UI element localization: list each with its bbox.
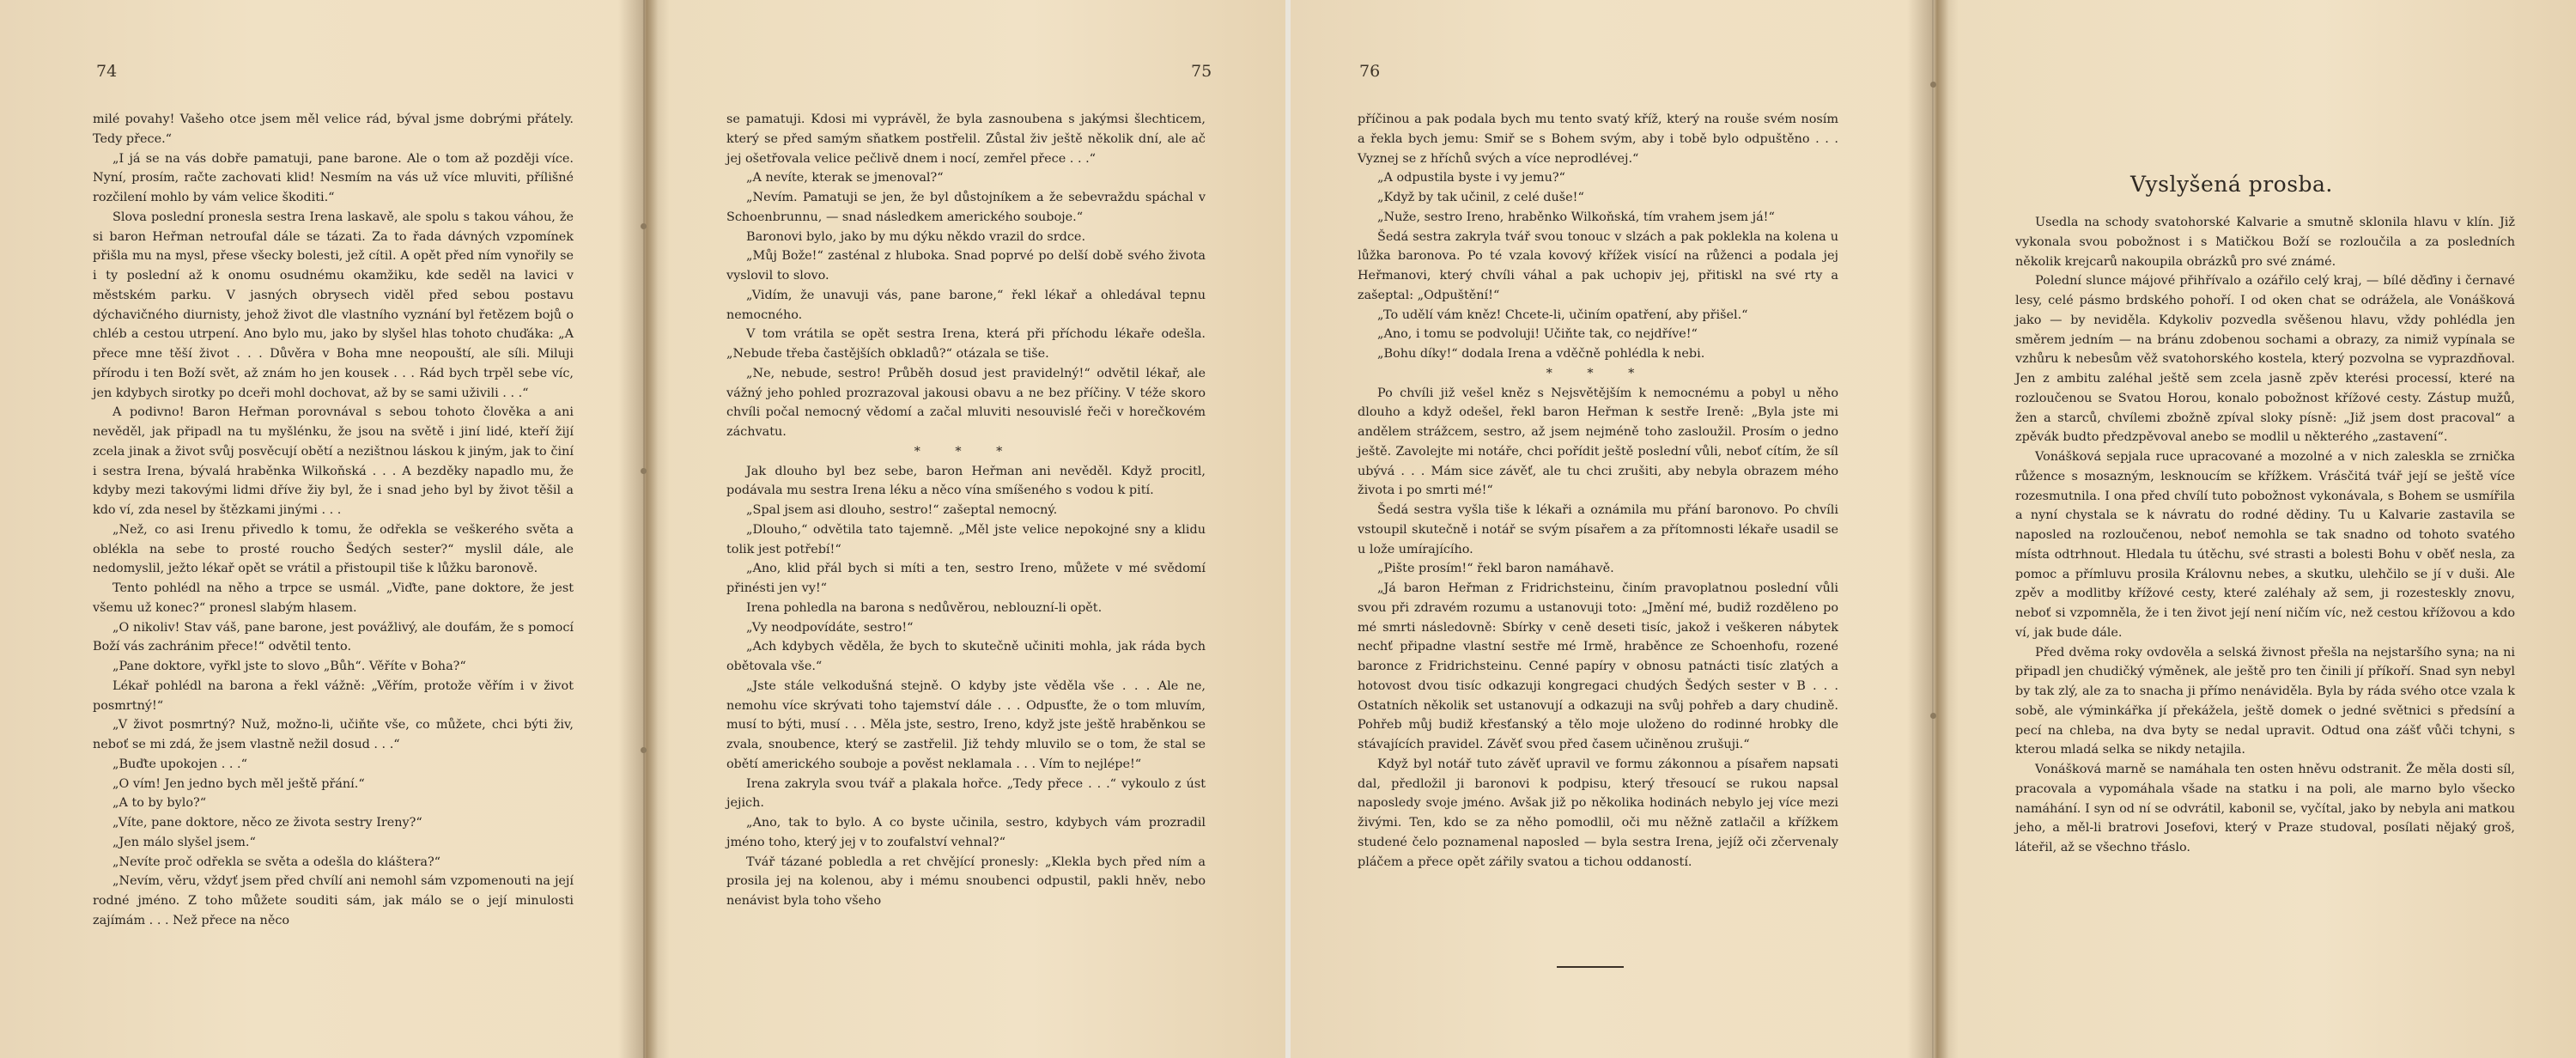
paragraph: „Než, co asi Irenu přivedlo k tomu, že odřekla se veškerého světa a oblékla na sebe to prosté roucho Šedých sester?“ myslil dále, ale nedomyslil, ježto lékař opět se vrátil a přistoupil tiše k lůžku baronově. xyxy=(93,522,574,576)
page-75 xyxy=(644,0,1285,1058)
page-number: 76 xyxy=(1359,62,1381,81)
page-77 xyxy=(1933,0,2576,1058)
paragraph: „Nevím, věru, vždyť jsem před chvílí ani nemohl sám vzpomenouti na její rodné jméno. Z toho můžete souditi sám, jak málo se o její minulosti zajímám . . . Než přece na něco xyxy=(93,874,574,927)
story-title: Vyslyšená prosba. xyxy=(2130,172,2333,197)
paragraph: Irena zakryla svou tvář a plakala hořce. „Tedy přece . . .“ vykoulo z úst jejich. xyxy=(726,776,1206,811)
paragraph: Irena pohledla na barona s nedůvěrou, neblouzní-li opět. xyxy=(746,600,1103,615)
page-number: 75 xyxy=(1191,62,1212,81)
paragraph: „Jste stále velkodušná stejně. O kdyby jste věděla vše . . . Ale ne, nemohu více skrývati toho tajemství dále . . . Odpusťte, že o tom mluvím, musí to býti, musí . . . Měla jste, sestro, Ireno, když jste ještě hraběnkou se zvala, snoubence, který se zastřelil. Již tehdy mluvilo se o tom, že stal se obětí amerického souboje a pověst neklamala . . . Vím to nejlépe!“ xyxy=(726,678,1206,771)
paragraph: „Nevíte proč odřekla se světa a odešla do kláštera?“ xyxy=(112,854,441,869)
paragraph: „Ano, i tomu se podvoluji! Učiňte tak, co nejdříve!“ xyxy=(1377,327,1698,342)
end-rule xyxy=(1557,966,1624,968)
paragraph: „Vy neodpovídáte, sestro!“ xyxy=(746,620,914,635)
paragraph: „Můj Bože!“ zasténal z hluboka. Snad poprvé po delší době svého života vyslovil to slovo. xyxy=(726,249,1206,283)
page-74 xyxy=(0,0,642,1058)
page-text xyxy=(2015,213,2515,858)
paragraph: Vonášková marně se namáhala ten osten hněvu odstranit. Že měla dosti síl, pracovala a vypomáhala všade na statku i na poli, ale marno bylo všecko namáhání. I syn od ní se odvrátil, kabonil se, vyčítal, jako by nebyla ani matkou jeho, a měl-li bratrovi Josefovi, který v Praze studoval, posílati nějaký groš, láteřil, až se všechno třáslo. xyxy=(2015,763,2515,854)
paragraph: Šedá sestra zakryla tvář svou tonouc v slzách a pak poklekla na kolena u lůžka baronova. Po té vzala kovový křížek visící na růženci a podala jej Heřmanovi, který chvíli váhal a pak uchopiv jej, přitiskl na své rty a zašeptal: „Odpuštění!“ xyxy=(1358,229,1838,302)
paragraph: „Pište prosím!“ řekl baron namáhavě. xyxy=(1377,562,1614,576)
paragraph: „A odpustila byste i vy jemu?“ xyxy=(1377,171,1565,185)
paragraph: „Spal jsem asi dlouho, sestro!“ zašeptal nemocný. xyxy=(746,503,1058,517)
page-text xyxy=(93,110,574,931)
paragraph: „A nevíte, kterak se jmenoval?“ xyxy=(746,171,944,185)
book-spread-left xyxy=(0,0,1285,1058)
paragraph: „Pane doktore, vyřkl jste to slovo „Bůh“. Věříte v Boha?“ xyxy=(112,660,466,673)
paragraph: „To udělí vám kněz! Chcete-li, učiním opatření, aby přišel.“ xyxy=(1377,307,1748,322)
paragraph: „Jen málo slyšel jsem.“ xyxy=(112,835,256,849)
paragraph: „V život posmrtný? Nuž, možno-li, učiňte vše, co můžete, chci býti živ, neboť se mi zdá, že jsem vlastně nežil dosud . . .“ xyxy=(93,718,574,751)
paragraph: Po chvíli již vešel kněz s Nejsvětějším k nemocnému a pobyl u něho dlouho a když odešel, řekl baron Heřman k sestře Ireně: „Byla jste mi andělem strážcem, sestro, až jsem nejméně toho zasloužil. Prosím o jedno ještě. Zavolejte mi notáře, chci pořídit ještě poslední vůli, neboť cítím, že síl ubývá . . . Mám sice závěť, ale tu chci zrušiti, aby nebyla obrazem mého života i po smrti mé!“ xyxy=(1358,386,1838,498)
paragraph: „I já se na vás dobře pamatuji, pane barone. Ale o tom až později více. Nyní, prosím, račte zachovati klid! Nesmím na vás už více mluviti, přílišné rozčilení mohlo by vám velice škoditi.“ xyxy=(93,151,574,204)
page-text xyxy=(1358,110,1838,872)
paragraph: Polední slunce májové přihřívalo a ozářilo celý kraj, — bílé děďiny i černavé lesy, celé pásmo brdského pohoří. I od oken chat se odrážela, ale Vonášková jako — by neviděla. Kdykoliv pozvedla svěšenou hlavu, vždy pohlédla jen směrem jedním — na bránu zdobenou sochami a obrazy, za nimiž vypínala se vzhůru k nebesům věž svatohorského kostela, který pozvolna se vyprazdňoval. Jen z ambitu zaléhal ještě sem zcela jasně zpěv kterési processí, které na rozloučenou se Svatou Horou, konalo pobožnost křížové cesty. Zástup mužů, žen a starců, chvílemi zbožně zpíval sloky písně: „Již jsem dost pracoval“ a zpěvák budto předzpěvoval anebo se modlil u některého „zastavení“. xyxy=(2015,274,2515,445)
page-text xyxy=(726,110,1206,911)
paragraph: se pamatuji. Kdosi mi vyprávěl, že byla zasnoubena s jakýmsi šlechticem, který se před samým sňatkem postřelil. Zůstal živ ještě několik dní, ale ač jej ošetřovala velice pečlivě dnem i nocí, zemřel přece . . .“ xyxy=(726,112,1206,166)
paragraph: „Když by tak učinil, z celé duše!“ xyxy=(1377,191,1584,204)
paragraph: Tento pohlédl na něho a trpce se usmál. „Viďte, pane doktore, že jest všemu už konec?“ pronesl slabým hlasem. xyxy=(93,581,574,615)
paragraph: „Víte, pane doktore, něco ze života sestry Ireny?“ xyxy=(112,816,422,830)
paragraph: Vonášková sepjala ruce upracované a mozolné a v nich zaleskla se zrnička růžence s mosazným, lesknoucím se křížkem. Vrásčitá tvář její se ještě více rozesmutnila. I ona před chvílí tuto pobožnost vykonávala, s Bohem se usmířila a nyní chystala se k návratu do rodné dědiny. Tu u Kalvarie zastavila se naposled na rozloučenou, neboť nemohla se tak snadno od tohoto svatého místa odtrhnout. Hledala tu útěchu, své strasti a bolesti Bohu v oběť nesla, za pomoc a přímluvu prosila Královnu nebes, a skutku, ulehčilo se jí v duši. Ale zpěv a modlitby křížové cesty, které zaléhaly až sem, ji rozesteskly znovu, neboť si vzpomněla, že i ten život její není ničím víc, než cestou křížovou a kdo ví, jak bude dále. xyxy=(2015,450,2515,640)
paragraph: „Nevím. Pamatuji se jen, že byl důstojníkem a že sebevraždu spáchal v Schoenbrunnu, — snad následkem amerického souboje.“ xyxy=(726,191,1206,224)
section-separator: * * * xyxy=(1546,366,1650,380)
paragraph: „Já baron Heřman z Fridrichsteinu, činím pravoplatnou poslední vůli svou při zdravém rozumu a ustanovuji toto: „Jmění mé, budiž rozděleno po mé smrti následovně: Sbírky v ceně deseti tisíc, jakož i veškeren nábytek nechť připadne vlastní sestře mé Irmě, hraběnce ze Schoenhofu, rozené baronce z Fridrichsteinu. Cenné papíry v obnosu patnácti tisíc zlatých a hotovost dvou tisíc odkazuji kongregaci chudých Šedých sester v B . . . Ostatních několik set ustanovují a odkazuji na svůj pohřeb a dary chudině. Pohřeb můj budiž křesťanský a tělo moje uloženo do rodinné hrobky dle stávajících pravidel. Závěť svou před časem učiněnou zrušuji.“ xyxy=(1358,581,1838,751)
page-number: 74 xyxy=(96,62,118,81)
paragraph: Baronovi bylo, jako by mu dýku někdo vrazil do srdce. xyxy=(746,229,1086,244)
paragraph: „Buďte upokojen . . .“ xyxy=(112,757,247,771)
paragraph: „Ne, nebude, sestro! Průběh dosud jest pravidelný!“ odvětil lékař, ale vážný jeho pohled prozrazoval jakousi obavu a ne bez příčiny. V téže skoro chvíli počal nemocný vědomí a začal mluviti nesouvislé řeči v horečkovém záchvatu. xyxy=(726,366,1206,439)
paragraph: „A to by bylo?“ xyxy=(112,796,207,811)
paragraph: „Bohu díky!“ dodala Irena a vděčně pohlédla k nebi. xyxy=(1377,347,1705,361)
paragraph: „Nuže, sestro Ireno, hraběnko Wilkoňská, tím vrahem jsem já!“ xyxy=(1377,210,1775,224)
paragraph: Usedla na schody svatohorské Kalvarie a smutně sklonila hlavu v klín. Již vykonala svou pobožnost i s Matičkou Boží se rozloučila a za posledních několik krejcarů nakoupila obrázků pro své známé. xyxy=(2015,216,2515,269)
paragraph: milé povahy! Vašeho otce jsem měl velice rád, býval jsme dobrými přátely. Tedy přece.“ xyxy=(93,112,574,146)
paragraph: Tvář tázané pobledla a ret chvějící pronesly: „Klekla bych před ním a prosila jej na kolenou, aby i mému snoubenci odpustil, pakli hněv, nebo nenávist byla toho všeho xyxy=(726,854,1206,908)
book-spread-right xyxy=(1291,0,2576,1058)
section-separator: * * * xyxy=(914,444,1018,459)
paragraph: „Ano, klid přál bych si míti a ten, sestro Ireno, můžete v mé svědomí přinésti jen vy!“ xyxy=(726,562,1206,595)
paragraph: „O nikoliv! Stav váš, pane barone, jest povážlivý, ale doufám, že s pomocí Boží vás zachránim přece!“ odvětil tento. xyxy=(93,620,574,654)
paragraph: Jak dlouho byl bez sebe, baron Heřman ani nevěděl. Když procitl, podávala mu sestra Irena léku a něco vína smíšeného s vodou k pití. xyxy=(726,464,1206,498)
paragraph: V tom vrátila se opět sestra Irena, která při příchodu lékaře odešla. „Nebude třeba častějších obkladů?“ otázala se tiše. xyxy=(726,327,1206,361)
paragraph: A podivno! Baron Heřman porovnával s sebou tohoto člověka a ani nevěděl, jak připadl na tu myšlénku, že jsou na světě i jiní lidé, kteří žijí zcela jinak a život svůj posvěcují obětí a nezištnou láskou k jiným, jak to činí i sestra Irena, bývalá hraběnka Wilkoňská . . . A bezděky napadlo mu, že kdyby mezi takovými lidmi dříve žiy byl, že i snad jeho byl by život těšil a kdo ví, zda nesel by štězkami jinými . . . xyxy=(93,405,574,517)
paragraph: příčinou a pak podala bych mu tento svatý kříž, který na rouše svém nosím a řekla bych jemu: Smiř se s Bohem svým, aby i tobě bylo odpuštěno . . . Vyznej se z hříchů svých a více neprodlévej.“ xyxy=(1358,112,1838,166)
page-76 xyxy=(1291,0,1931,1058)
paragraph: „Ano, tak to bylo. A co byste učinila, sestro, kdybych vám prozradil jméno toho, který jej v to zoufalství vehnal?“ xyxy=(726,816,1206,849)
paragraph: „O vím! Jen jedno bych měl ještě přání.“ xyxy=(112,776,365,791)
paragraph: Lékař pohlédl na barona a řekl vážně: „Věřím, protože věřím i v život posmrtný!“ xyxy=(93,678,574,713)
paragraph: Když byl notář tuto závěť upravil ve formu zákonnou a písařem napsati dal, předložil ji baronovi k podpisu, který třesoucí se rukou napsal naposledy svoje jméno. Avšak již po několika hodinách nebylo jej více mezi živými. Ten, kdo se za něho pomodlil, oči mu něžně zatlačil a křížkem studené čelo poznamenal naposled — byla sestra Irena, jejíž oči zčervenaly pláčem a přece opět zářily svatou a tichou oddaností. xyxy=(1358,757,1838,869)
paragraph: Slova poslední pronesla sestra Irena laskavě, ale spolu s takou váhou, že si baron Heřman netroufal dále se tázati. Za to řada dávných vzpomínek přišla mu na mysl, přese všecky bolesti, jež cítil. A opět před ním vynořily se i ty poslední až k onomu osudnému okamžiku, kde seděl na lavici v městském parku. V jasných obrysech viděl před sebou postavu dýchavičného diurnisty, jehož život dle vlastního vyznání byl řetězem bojů o chléb a cestou utrpení. Ano bylo mu, jako by slyšel hlas tohoto chuďáka: „A přece mne těší život . . . Důvěra v Boha mne neopouští, ale síli. Miluji přírodu i ten Boží svět, až znám ho jen kousek . . . Rád bych trpěl sebe víc, jen kdybych sirotky po dceři mohl dochovat, až by se sami uživili . . .“ xyxy=(93,210,574,400)
paragraph: Šedá sestra vyšla tiše k lékaři a oznámila mu přání baronovo. Po chvíli vstoupil skutečně i notář se svým písařem a za přítomnosti lékaře usadil se u lože umírajícího. xyxy=(1358,503,1838,556)
paragraph: „Vidím, že unavuji vás, pane barone,“ řekl lékař a ohledával tepnu nemocného. xyxy=(726,288,1206,322)
paragraph: „Ach kdybych věděla, že bych to skutečně učiniti mohla, jak ráda bych obětovala vše.“ xyxy=(726,640,1206,673)
paragraph: „Dlouho,“ odvětila tato tajemně. „Měl jste velice nepokojné sny a klidu tolik jest potřebí!“ xyxy=(726,522,1206,556)
paragraph: Před dvěma roky ovdověla a selská živnost přešla na nejstaršího syna; na ni připadl jen chudičký výměnek, ale ještě pro ten činili jí příkoří. Snad syn nebyl by tak zlý, ale za to snacha ji přímo nenáviděla. Byla by ráda svého otce vzala k sobě, ale výminkářka jí překážela, ještě domek o jedné světnici s předsíní a pecí na chleba, na dva byty se nedal upravit. Odtud ona zášť vůči tchyni, s kterou mladá selka se nikdy netajila. xyxy=(2015,645,2515,757)
